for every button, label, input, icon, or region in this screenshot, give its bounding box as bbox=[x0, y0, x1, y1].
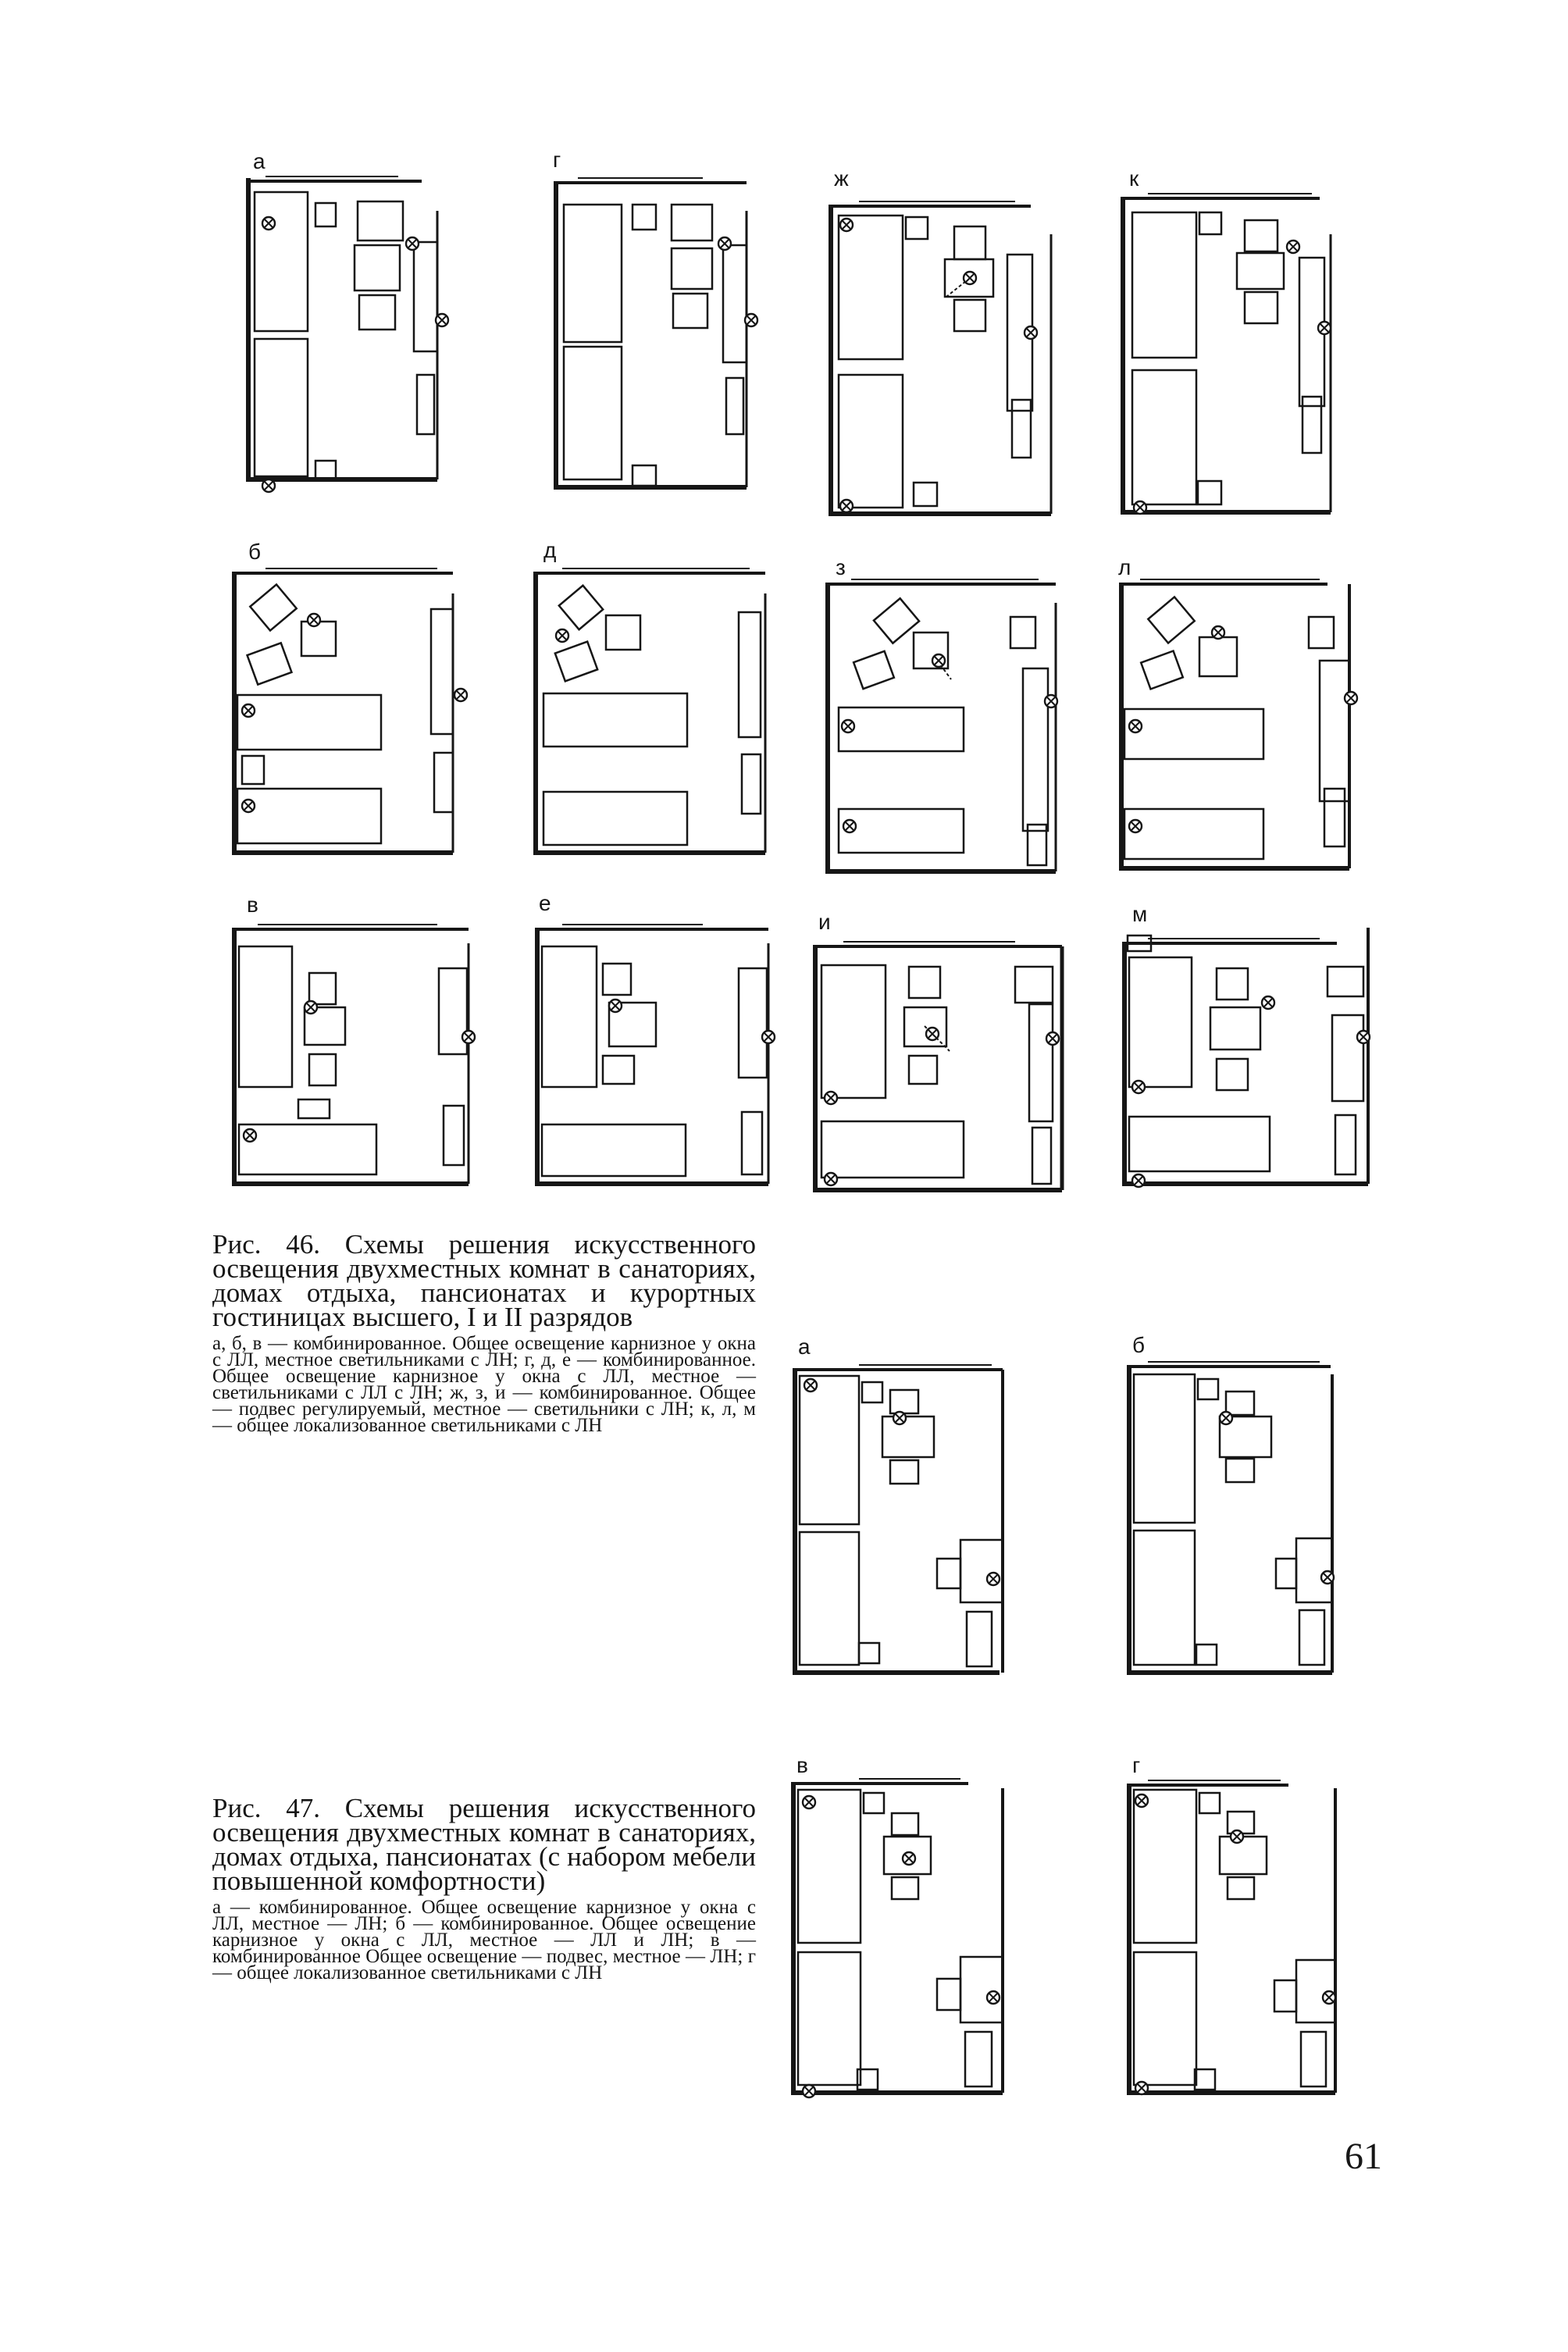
label-46-m: м bbox=[1132, 902, 1148, 926]
label-46-v: в bbox=[247, 893, 258, 917]
figure47-caption bbox=[212, 1793, 756, 1983]
plan-46d bbox=[536, 568, 765, 853]
plan-46v bbox=[234, 925, 475, 1184]
figure46-description: а, б, в — комбинированное. Общее освещение карнизное у окна с ЛЛ, местное светильниками с ЛН; г, д, е — комбинированное. Общее освещение карнизное у окна с ЛЛ, местное — светильниками с ЛЛ с ЛН; ж, з, и — комбинированное. Общее — подвес регулируемый, местное — светильники с ЛН; к, л, м — общее локализованное светильниками с ЛН bbox=[212, 1333, 756, 1436]
label-46-e: е bbox=[539, 891, 551, 915]
label-46-i: и bbox=[818, 910, 831, 934]
plan-46l bbox=[1121, 579, 1357, 868]
figure47-description: а — комбинированное. Общее освещение карнизное у окна с ЛЛ, местное — ЛН; б — комбинированное. Общее освещение карнизное у окна с ЛЛ, местное — ЛЛ и ЛН; в — комбинированное Общее освещение — подвес, местное — ЛН; г — общее локализованное светильниками с ЛН bbox=[212, 1897, 756, 1983]
label-46-z: з bbox=[836, 555, 846, 579]
figure46-title: Рис. 46. Схемы решения искусственного освещения двухместных комнат в санаториях, домах отдыха, пансионатах и курортных гостиницах высшего, I и II разрядов bbox=[212, 1229, 756, 1332]
plan-46k bbox=[1123, 194, 1331, 514]
plan-47v bbox=[793, 1779, 1003, 2097]
label-46-b: б bbox=[248, 540, 262, 564]
label-47-g: г bbox=[1132, 1753, 1141, 1777]
label-47-b: б bbox=[1132, 1333, 1146, 1357]
label-47-v: в bbox=[796, 1753, 808, 1777]
plan-46m bbox=[1124, 928, 1370, 1187]
figure46-caption bbox=[212, 1229, 756, 1436]
plan-46zh bbox=[831, 201, 1051, 514]
label-46-l: л bbox=[1118, 555, 1131, 579]
label-46-k: к bbox=[1129, 166, 1139, 191]
label-46-g: г bbox=[553, 148, 561, 172]
plan-46z bbox=[828, 579, 1057, 871]
plan-47b bbox=[1129, 1362, 1334, 1673]
plan-47g bbox=[1129, 1780, 1335, 2094]
plan-46b bbox=[234, 568, 467, 853]
plan-46i bbox=[815, 942, 1062, 1190]
label-46-d: д bbox=[543, 538, 557, 562]
figure47-labels bbox=[796, 1333, 1145, 1777]
figure47-title: Рис. 47. Схемы решения искусственного освещения двухместных комнат в санаториях, домах отдыха, пансионатах (с набором мебели повышенной комфортности) bbox=[212, 1793, 756, 1896]
plan-46g bbox=[556, 178, 757, 487]
label-47-a: а bbox=[798, 1335, 811, 1359]
label-46-zh: ж bbox=[834, 166, 849, 191]
plan-46e bbox=[537, 925, 775, 1184]
label-46-a: а bbox=[253, 149, 265, 173]
page-number: 61 bbox=[1345, 2136, 1382, 2177]
plan-46a bbox=[248, 176, 448, 492]
plan-47a bbox=[795, 1365, 1003, 1673]
